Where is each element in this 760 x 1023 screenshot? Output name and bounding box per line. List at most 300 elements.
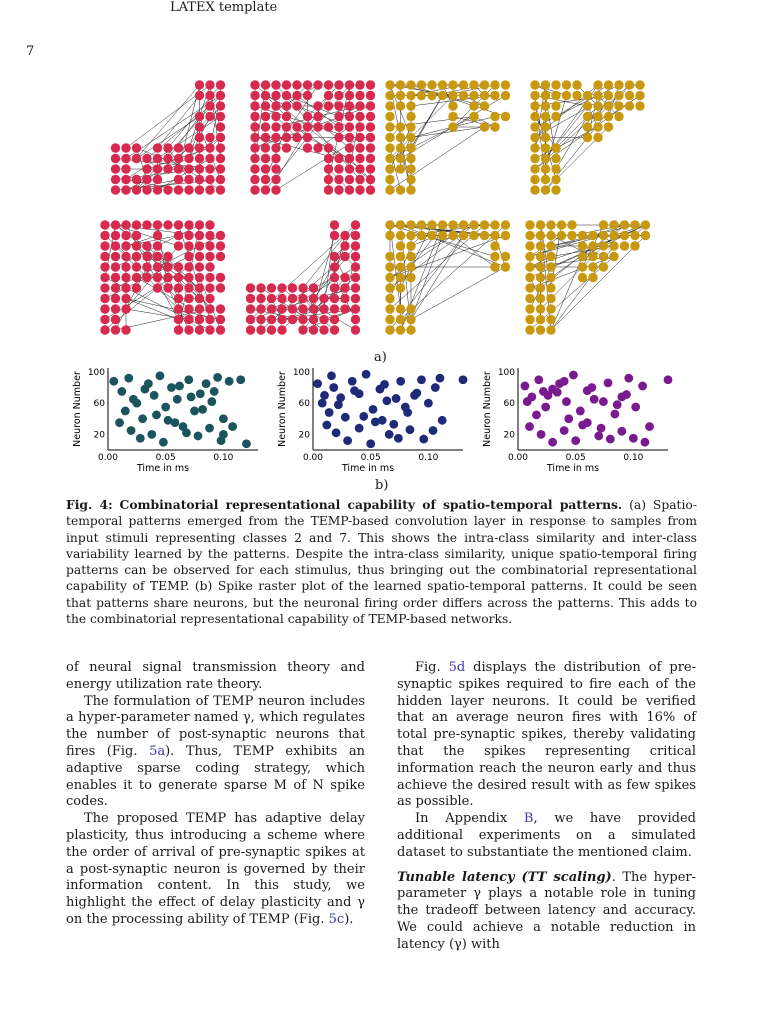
neuron-node [277,283,286,292]
panel-b-label: b) [375,478,389,493]
neuron-node [340,241,349,250]
x-tick-label: 0.00 [302,453,324,463]
neuron-node [567,231,576,240]
neuron-node [501,91,510,100]
spike-point [597,424,606,433]
spike-point [167,383,176,392]
neuron-node [163,252,172,261]
neuron-node [163,143,172,152]
neuron-node [184,325,193,334]
neuron-node [599,220,608,229]
neuron-node [288,304,297,313]
spike-point [219,430,228,439]
neuron-node [174,294,183,303]
x-tick-label: 0.05 [155,453,176,463]
neuron-node [406,262,415,271]
neuron-node [536,283,545,292]
y-tick-label: 60 [503,399,515,410]
neuron-node [334,164,343,173]
neuron-node [205,164,214,173]
neuron-node [121,283,130,292]
neuron-node [121,185,130,194]
neuron-node [599,262,608,271]
neuron-node [334,175,343,184]
neuron-node [195,315,204,324]
edge [583,225,646,257]
neuron-node [525,325,534,334]
neuron-node [334,185,343,194]
spike-point [436,374,445,383]
neuron-node [132,220,141,229]
neuron-node [406,164,415,173]
neuron-node [111,325,120,334]
neuron-node [406,122,415,131]
neuron-node [111,143,120,152]
neuron-node [246,325,255,334]
neuron-node [385,304,394,313]
right-p2-text-a: In Appendix [415,811,524,827]
neuron-node [609,220,618,229]
neuron-node [459,80,468,89]
neuron-node [174,304,183,313]
neuron-node [195,252,204,261]
neuron-node [319,294,328,303]
neuron-node [546,315,555,324]
neuron-node [630,231,639,240]
neuron-node [525,315,534,324]
neuron-node [100,294,109,303]
neuron-node [604,91,613,100]
neuron-node [396,154,405,163]
neuron-node [250,101,259,110]
spike-point [362,370,371,379]
neuron-node [216,164,225,173]
edge [556,117,588,170]
neuron-node [340,252,349,261]
neuron-node [195,185,204,194]
spike-point [159,438,168,447]
neuron-node [385,122,394,131]
neuron-node [469,91,478,100]
spike-point [129,395,138,404]
neuron-node [406,220,415,229]
neuron-node [288,283,297,292]
neuron-node [277,304,286,313]
neuron-node [174,185,183,194]
neuron-node [216,80,225,89]
neuron-node [490,80,499,89]
neuron-node [277,325,286,334]
neuron-node [282,80,291,89]
neuron-node [562,91,571,100]
neuron-node [216,91,225,100]
neuron-node [406,112,415,121]
left-paragraph-2 [66,694,365,812]
neuron-node [205,262,214,271]
neuron-node [153,283,162,292]
neuron-node [267,315,276,324]
neuron-node [330,231,339,240]
neuron-node [267,283,276,292]
neuron-node [351,220,360,229]
neuron-node [340,304,349,313]
neuron-node [620,231,629,240]
neuron-node [261,112,270,121]
neuron-node [345,185,354,194]
neuron-node [351,241,360,250]
spike-point [175,382,184,391]
y-tick-label: 20 [298,430,310,441]
neuron-node [313,143,322,152]
neuron-node [184,185,193,194]
neuron-node [366,112,375,121]
y-axis-label: Neuron Number [482,371,493,447]
link-fig-5a[interactable]: 5a [149,743,166,759]
neuron-node [557,231,566,240]
neuron-node [490,241,499,250]
neuron-node [271,143,280,152]
network-graph-3 [385,80,510,194]
neuron-node [562,80,571,89]
neuron-node [530,175,539,184]
neuron-node [330,273,339,282]
neuron-node [525,231,534,240]
neuron-node [546,262,555,271]
right-paragraph-3 [397,870,696,954]
spike-point [147,430,156,439]
spike-point [332,428,341,437]
neuron-node [501,252,510,261]
neuron-node [572,80,581,89]
neuron-node [366,143,375,152]
neuron-node [142,262,151,271]
neuron-node [250,164,259,173]
neuron-node [111,185,120,194]
spike-point [613,400,622,409]
neuron-node [469,112,478,121]
neuron-node [184,154,193,163]
neuron-node [396,143,405,152]
neuron-node [111,154,120,163]
neuron-node [546,304,555,313]
neuron-node [541,133,550,142]
edge [266,85,319,117]
left-p2-text-b: ). Thus, TEMP exhibits an adaptive sparse coding strategy, which enables it to generate sparse M of N spike codes. [66,743,365,810]
spike-point [207,397,216,406]
neuron-node [205,175,214,184]
neuron-node [541,101,550,110]
neuron-node [261,91,270,100]
panel-a-label: a) [374,350,387,365]
neuron-node [111,252,120,261]
neuron-node [216,133,225,142]
edge [168,159,221,191]
spike-point [459,375,468,384]
spike-point [419,435,428,444]
neuron-node [121,220,130,229]
neuron-node [609,231,618,240]
neuron-node [111,294,120,303]
spike-point [664,375,673,384]
neuron-node [330,262,339,271]
neuron-node [480,231,489,240]
neuron-node [100,315,109,324]
x-tick-label: 0.10 [213,453,234,463]
spike-point [590,395,599,404]
neuron-node [330,304,339,313]
neuron-node [277,315,286,324]
neuron-node [324,101,333,110]
neuron-node [246,294,255,303]
neuron-node [583,91,592,100]
network-graph-4 [530,80,644,194]
neuron-node [313,80,322,89]
neuron-node [216,122,225,131]
neuron-node [385,80,394,89]
neuron-node [530,185,539,194]
spike-point [198,405,207,414]
neuron-node [298,283,307,292]
neuron-node [438,80,447,89]
neuron-node [355,143,364,152]
neuron-node [448,122,457,131]
neuron-node [385,164,394,173]
neuron-node [216,175,225,184]
neuron-node [396,325,405,334]
spike-point [564,414,573,423]
x-tick-label: 0.05 [565,453,586,463]
neuron-node [546,220,555,229]
neuron-node [132,252,141,261]
neuron-node [578,273,587,282]
spike-point [124,374,133,383]
left-p3-text-a: The proposed TEMP has adaptive delay plasticity, thus introducing a scheme where the order of arrival of pre-synaptic spikes at a post-synaptic neuron is governed by their information content. In this study, we highlight the effect of delay plasticity and γ on the processing ability of TEMP (Fig. [66,811,365,927]
spike-point [389,420,398,429]
x-tick-label: 0.00 [97,453,119,463]
neuron-node [334,122,343,131]
neuron-node [396,315,405,324]
neuron-node [142,154,151,163]
neuron-node [132,241,141,250]
edge [411,236,464,320]
neuron-node [417,91,426,100]
edge [158,159,211,191]
edge [324,309,356,320]
neuron-node [121,143,130,152]
neuron-node [385,154,394,163]
neuron-node [385,175,394,184]
neuron-node [630,241,639,250]
neuron-node [153,154,162,163]
edge [147,257,200,289]
neuron-node [174,175,183,184]
link-appendix-b[interactable]: B [523,811,534,827]
neuron-node [216,101,225,110]
spike-point [210,387,219,396]
neuron-node [292,101,301,110]
neuron-node [593,122,602,131]
neuron-node [261,175,270,184]
neuron-node [490,112,499,121]
left-paragraph-3 [66,811,365,929]
neuron-node [396,283,405,292]
neuron-node [536,241,545,250]
edge [614,225,646,236]
neuron-node [536,315,545,324]
neuron-node [536,325,545,334]
neuron-node [385,325,394,334]
neuron-node [205,252,214,261]
neuron-node [448,91,457,100]
spike-point [196,389,205,398]
neuron-node [195,283,204,292]
neuron-node [536,273,545,282]
neuron-node [111,315,120,324]
spike-point [219,414,228,423]
neuron-node [345,133,354,142]
neuron-node [551,154,560,163]
neuron-node [525,220,534,229]
neuron-node [546,283,555,292]
neuron-node [536,231,545,240]
x-tick-label: 0.05 [360,453,381,463]
neuron-node [271,175,280,184]
neuron-node [184,175,193,184]
neuron-node [205,101,214,110]
neuron-node [334,80,343,89]
neuron-node [282,143,291,152]
neuron-node [351,262,360,271]
spike-point [150,391,159,400]
neuron-node [406,241,415,250]
spike-point [205,424,214,433]
neuron-node [319,325,328,334]
neuron-node [282,101,291,110]
neuron-node [366,175,375,184]
neuron-node [216,231,225,240]
neuron-node [174,315,183,324]
neuron-node [271,164,280,173]
neuron-node [572,91,581,100]
neuron-node [459,231,468,240]
spike-point [599,397,608,406]
neuron-node [205,241,214,250]
neuron-node [324,185,333,194]
neuron-node [501,220,510,229]
neuron-node [267,294,276,303]
neuron-node [216,112,225,121]
neuron-node [417,231,426,240]
right-p3-text-b: . The hyper-parameter γ plays a notable role in tuning the tradeoff between latency and accuracy. We could achieve a notable reduction in latency (γ) with [397,869,696,952]
neuron-node [261,80,270,89]
neuron-node [111,231,120,240]
spike-point [622,390,631,399]
spike-point [329,383,338,392]
neuron-node [340,283,349,292]
neuron-node [216,185,225,194]
neuron-node [490,122,499,131]
neuron-node [132,283,141,292]
neuron-node [195,133,204,142]
neuron-node [635,101,644,110]
edge [308,85,340,117]
neuron-node [288,315,297,324]
spike-point [629,434,638,443]
neuron-node [195,143,204,152]
neuron-node [271,80,280,89]
spike-point [431,383,440,392]
neuron-node [385,283,394,292]
neuron-node [324,122,333,131]
neuron-node [111,175,120,184]
neuron-node [195,112,204,121]
neuron-node [195,231,204,240]
neuron-node [174,164,183,173]
neuron-node [205,304,214,313]
neuron-node [345,80,354,89]
neuron-node [541,154,550,163]
spike-point [385,430,394,439]
y-axis-label: Neuron Number [277,371,288,447]
neuron-node [292,91,301,100]
spike-point [348,377,357,386]
neuron-node [351,231,360,240]
neuron-node [298,325,307,334]
neuron-node [174,231,183,240]
neuron-node [153,185,162,194]
spike-point [318,399,327,408]
neuron-node [250,143,259,152]
spike-point [576,407,585,416]
neuron-node [385,143,394,152]
y-tick-label: 100 [87,367,105,378]
neuron-node [614,112,623,121]
neuron-node [334,101,343,110]
neuron-node [469,80,478,89]
neuron-node [385,231,394,240]
neuron-node [530,164,539,173]
left-p3-text-b: ). [344,911,354,927]
neuron-node [588,262,597,271]
spike-point [562,397,571,406]
y-tick-label: 100 [497,367,515,378]
link-fig-5c[interactable]: 5c [328,911,345,927]
neuron-node [195,273,204,282]
spike-point [313,379,322,388]
x-axis-label: Time in ms [136,463,190,474]
neuron-node [396,80,405,89]
neuron-node [480,80,489,89]
neuron-node [583,101,592,110]
edge [401,225,433,288]
neuron-node [153,241,162,250]
neuron-node [195,80,204,89]
spike-point [109,377,118,386]
spike-point [604,378,613,387]
spike-point [194,432,203,441]
spike-point [156,371,165,380]
neuron-node [271,133,280,142]
neuron-node [525,294,534,303]
link-fig-5d[interactable]: 5d [448,660,466,675]
right-p1-text-b: displays the distribution of pre-synaptic spikes required to fire each of the hidden layer neurons. It could be verified that an average neuron fires with 16% of total pre-synaptic spikes, thereby validating that the spikes representing critical information reach the neuron early and thus achieve the desired result with as few spikes as possible. [397,660,697,810]
neuron-node [174,262,183,271]
neuron-node [153,262,162,271]
neuron-node [385,294,394,303]
spike-point [560,426,569,435]
spike-point [525,422,534,431]
neuron-node [216,154,225,163]
